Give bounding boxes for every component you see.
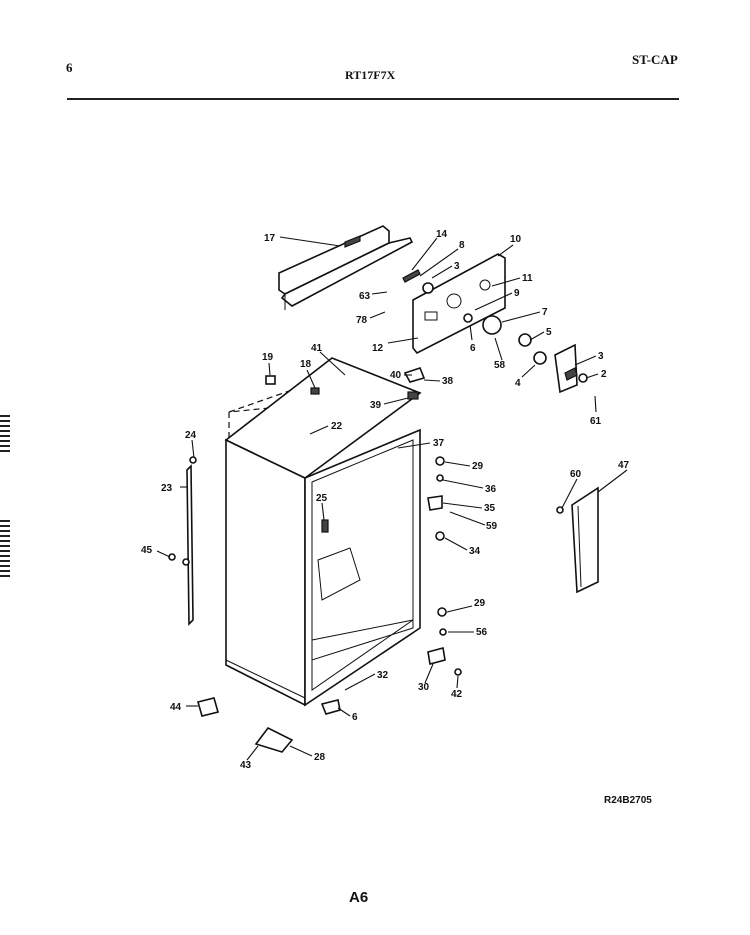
- callout-24: 24: [185, 430, 197, 441]
- callout-61: 61: [590, 416, 602, 427]
- callout-36: 36: [485, 484, 497, 495]
- callout-38: 38: [442, 376, 454, 387]
- callout-56: 56: [476, 627, 488, 638]
- callout-3: 3: [454, 261, 460, 272]
- right-rail-part: [572, 488, 598, 592]
- callout-43: 43: [240, 760, 252, 771]
- callout-40: 40: [390, 370, 402, 381]
- callout-58: 58: [494, 360, 506, 371]
- callout-4: 4: [515, 378, 521, 389]
- side-rail-part: [183, 457, 196, 624]
- callout-6: 6: [470, 343, 476, 354]
- callout-9: 9: [514, 288, 520, 299]
- callout-44: 44: [170, 702, 182, 713]
- callout-59: 59: [486, 521, 498, 532]
- callout-8: 8: [459, 240, 465, 251]
- callout-29b: 29: [474, 598, 486, 609]
- callout-28: 28: [314, 752, 326, 763]
- callout-25: 25: [316, 493, 328, 504]
- callout-10: 10: [510, 234, 522, 245]
- callout-7: 7: [542, 307, 548, 318]
- callout-63: 63: [359, 291, 371, 302]
- callout-2: 2: [601, 369, 607, 380]
- callout-22: 22: [331, 421, 343, 432]
- callout-34: 34: [469, 546, 481, 557]
- callout-39: 39: [370, 400, 382, 411]
- callout-30: 30: [418, 682, 430, 693]
- drawing-code: R24B2705: [604, 795, 652, 806]
- callout-35: 35: [484, 503, 496, 514]
- cabinet-body-part: [226, 358, 420, 705]
- callout-41: 41: [311, 343, 323, 354]
- callout-6b: 6: [352, 712, 358, 723]
- model-number: RT17F7X: [345, 68, 396, 82]
- callout-18: 18: [300, 359, 312, 370]
- callout-3b: 3: [598, 351, 604, 362]
- callout-42: 42: [451, 689, 463, 700]
- callout-29: 29: [472, 461, 484, 472]
- callout-47: 47: [618, 460, 630, 471]
- callout-14: 14: [436, 229, 448, 240]
- callout-11: 11: [522, 273, 533, 284]
- callout-19: 19: [262, 352, 274, 363]
- callout-37: 37: [433, 438, 445, 449]
- callout-45: 45: [141, 545, 153, 556]
- page-number: 6: [66, 60, 73, 75]
- section-code: ST-CAP: [632, 52, 678, 67]
- callout-78: 78: [356, 315, 368, 326]
- top-cover-part: [279, 226, 412, 310]
- callout-5: 5: [546, 327, 552, 338]
- page-marker: A6: [349, 889, 369, 906]
- callout-12: 12: [372, 343, 384, 354]
- callout-17: 17: [264, 233, 276, 244]
- callout-23: 23: [161, 483, 173, 494]
- callout-60: 60: [570, 469, 582, 480]
- callout-32: 32: [377, 670, 389, 681]
